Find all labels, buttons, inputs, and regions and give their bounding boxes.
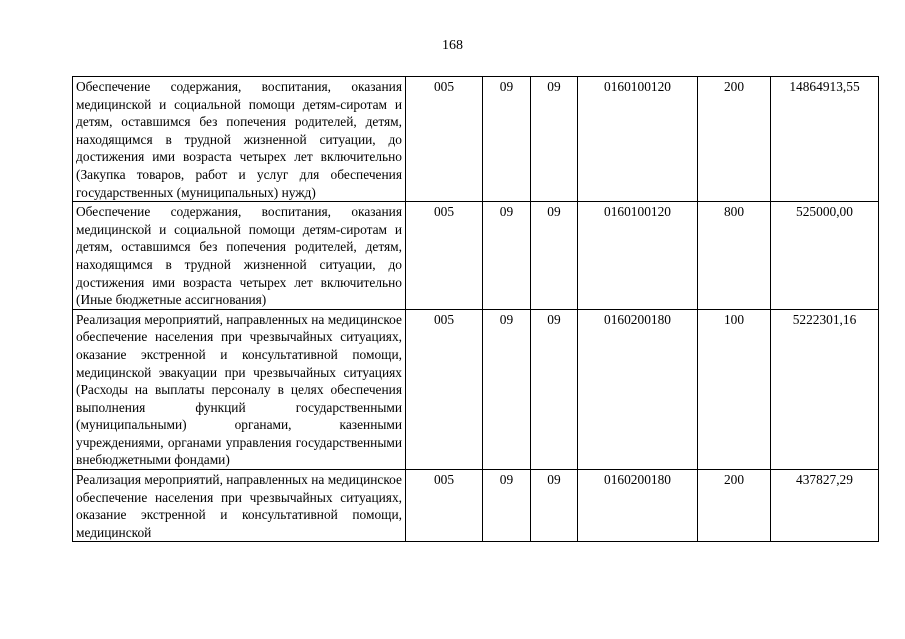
amount: 14864913,55 bbox=[771, 77, 879, 202]
amount: 5222301,16 bbox=[771, 309, 879, 469]
amount: 525000,00 bbox=[771, 202, 879, 310]
expense-type-code: 200 bbox=[698, 470, 771, 542]
table-row bbox=[73, 470, 879, 542]
target-article-code: 0160200180 bbox=[578, 309, 698, 469]
subsection-code: 09 bbox=[531, 470, 578, 542]
section-code: 09 bbox=[483, 77, 531, 202]
ministry-code: 005 bbox=[406, 77, 483, 202]
expense-type-code: 800 bbox=[698, 202, 771, 310]
table-row bbox=[73, 77, 879, 202]
row-description: Реализация мероприятий, направленных на медицинское обеспечение населения при чрезвычайных ситуациях, оказание экстренной и консультативной помощи, медицинской эвакуации при чрезвычайных ситуациях (Расходы на выплаты персоналу в целях обеспечения выполнения функций государственными (муниципальными) органами, казенными учреждениями, органами управления государственными внебюджетными фондами) bbox=[73, 309, 406, 469]
target-article-code: 0160200180 bbox=[578, 470, 698, 542]
subsection-code: 09 bbox=[531, 202, 578, 310]
row-description: Реализация мероприятий, направленных на медицинское обеспечение населения при чрезвычайных ситуациях, оказание экстренной и консультативной помощи, медицинской bbox=[73, 470, 406, 542]
ministry-code: 005 bbox=[406, 309, 483, 469]
row-description: Обеспечение содержания, воспитания, оказания медицинской и социальной помощи детям-сиротам и детям, оставшимся без попечения родителей, детям, находящимся в трудной жизненной ситуации, до достижения ими возраста четырех лет включительно (Закупка товаров, работ и услуг для обеспечения государственных (муниципальных) нужд) bbox=[73, 77, 406, 202]
target-article-code: 0160100120 bbox=[578, 77, 698, 202]
section-code: 09 bbox=[483, 202, 531, 310]
ministry-code: 005 bbox=[406, 202, 483, 310]
expense-type-code: 200 bbox=[698, 77, 771, 202]
page-number: 168 bbox=[442, 38, 463, 53]
table-row bbox=[73, 309, 879, 469]
amount: 437827,29 bbox=[771, 470, 879, 542]
target-article-code: 0160100120 bbox=[578, 202, 698, 310]
section-code: 09 bbox=[483, 309, 531, 469]
subsection-code: 09 bbox=[531, 77, 578, 202]
table-row bbox=[73, 202, 879, 310]
subsection-code: 09 bbox=[531, 309, 578, 469]
expense-type-code: 100 bbox=[698, 309, 771, 469]
ministry-code: 005 bbox=[406, 470, 483, 542]
budget-table bbox=[72, 76, 879, 542]
row-description: Обеспечение содержания, воспитания, оказания медицинской и социальной помощи детям-сиротам и детям, оставшимся без попечения родителей, детям, находящимся в трудной жизненной ситуации, до достижения ими возраста четырех лет включительно (Иные бюджетные ассигнования) bbox=[73, 202, 406, 310]
section-code: 09 bbox=[483, 470, 531, 542]
